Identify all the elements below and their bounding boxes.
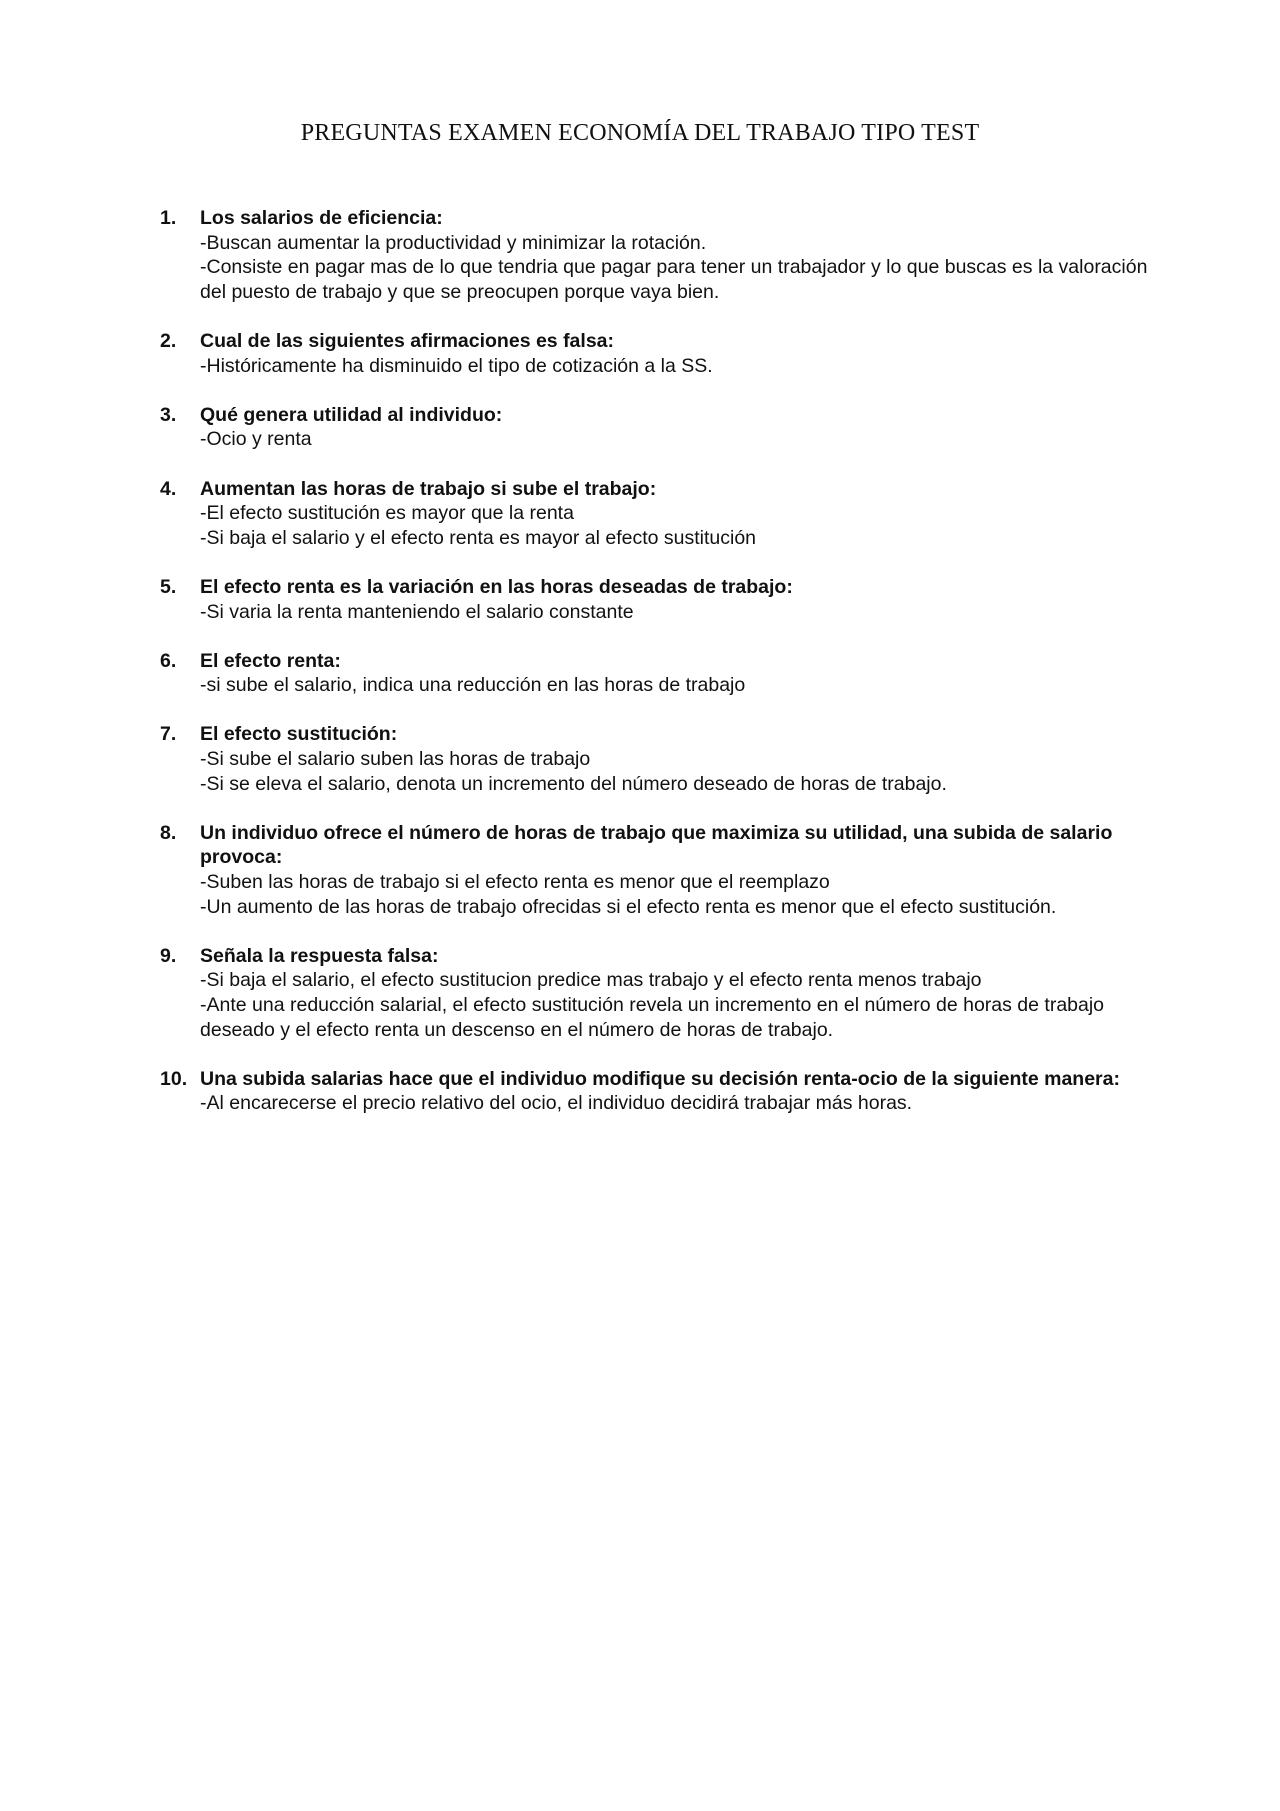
question-item	[160, 1067, 1150, 1116]
answer-text: -Si sube el salario suben las horas de trabajo	[200, 748, 591, 771]
question-number: 2.	[160, 329, 177, 352]
question-text: Cual de las siguientes afirmaciones es falsa:	[200, 329, 615, 352]
question-number: 4.	[160, 477, 177, 500]
document-title: PREGUNTAS EXAMEN ECONOMÍA DEL TRABAJO TIPO TEST	[300, 120, 980, 146]
question-text: Una subida salarias hace que el individuo modifique su decisión renta-ocio de la siguiente manera:	[200, 1067, 1120, 1090]
question-text: Señala la respuesta falsa:	[200, 944, 439, 967]
question-number: 1.	[160, 207, 177, 229]
question-number: 6.	[160, 649, 177, 672]
question-item	[160, 206, 1150, 304]
question-text: El efecto renta es la variación en las horas deseadas de trabajo:	[200, 575, 793, 598]
answer-text: -Históricamente ha disminuido el tipo de cotización a la SS.	[200, 354, 713, 377]
answer-text: -Si baja el salario y el efecto renta es mayor al efecto sustitución	[200, 526, 757, 549]
question-number: 8.	[160, 821, 177, 844]
question-text: Qué genera utilidad al individuo:	[200, 403, 503, 426]
question-item	[160, 575, 1150, 624]
question-item	[160, 649, 1150, 698]
question-text: El efecto renta:	[200, 649, 341, 672]
question-item	[160, 403, 1150, 452]
question-number: 7.	[160, 723, 177, 746]
question-number: 5.	[160, 575, 177, 598]
question-item	[160, 329, 1150, 378]
question-text: Aumentan las horas de trabajo si sube el trabajo:	[200, 477, 657, 500]
question-list	[160, 206, 1150, 1141]
question-text: Los salarios de eficiencia:	[200, 207, 443, 229]
answer-text: -Si baja el salario, el efecto sustitucion predice mas trabajo y el efecto renta menos trabajo	[200, 969, 982, 992]
answer-text: -Un aumento de las horas de trabajo ofrecidas si el efecto renta es menor que el efecto sustitución.	[200, 895, 1057, 918]
question-number: 9.	[160, 944, 177, 967]
answer-text: -Ocio y renta	[200, 428, 312, 451]
answer-text: -si sube el salario, indica una reducción en las horas de trabajo	[200, 674, 746, 697]
answer-text: -Buscan aumentar la productividad y minimizar la rotación.	[200, 231, 707, 254]
answer-text: -Ante una reducción salarial, el efecto sustitución revela un incremento en el número de horas de trabajo deseado y el efecto renta un descenso en el número de horas de trabajo.	[200, 994, 1105, 1041]
answer-text: -Si varia la renta manteniendo el salario constante	[200, 600, 634, 623]
answer-text: -Si se eleva el salario, denota un incremento del número deseado de horas de trabajo.	[200, 772, 947, 795]
answer-text: -Suben las horas de trabajo si el efecto renta es menor que el reemplazo	[200, 871, 830, 894]
question-item	[160, 477, 1150, 551]
question-item	[160, 821, 1150, 919]
question-number: 3.	[160, 403, 177, 426]
question-item	[160, 722, 1150, 796]
answer-text: -El efecto sustitución es mayor que la renta	[200, 502, 574, 525]
question-item	[160, 944, 1150, 1042]
question-text: El efecto sustitución:	[200, 723, 398, 746]
question-text: Un individuo ofrece el número de horas de trabajo que maximiza su utilidad, una subida de salario provoca:	[200, 821, 1113, 869]
answer-text: -Consiste en pagar mas de lo que tendria que pagar para tener un trabajador y lo que buscas es la valoración del puesto de trabajo y que se preocupen porque vaya bien.	[200, 256, 1148, 303]
question-number: 10.	[160, 1067, 188, 1090]
answer-text: -Al encarecerse el precio relativo del ocio, el individuo decidirá trabajar más horas.	[200, 1092, 913, 1115]
